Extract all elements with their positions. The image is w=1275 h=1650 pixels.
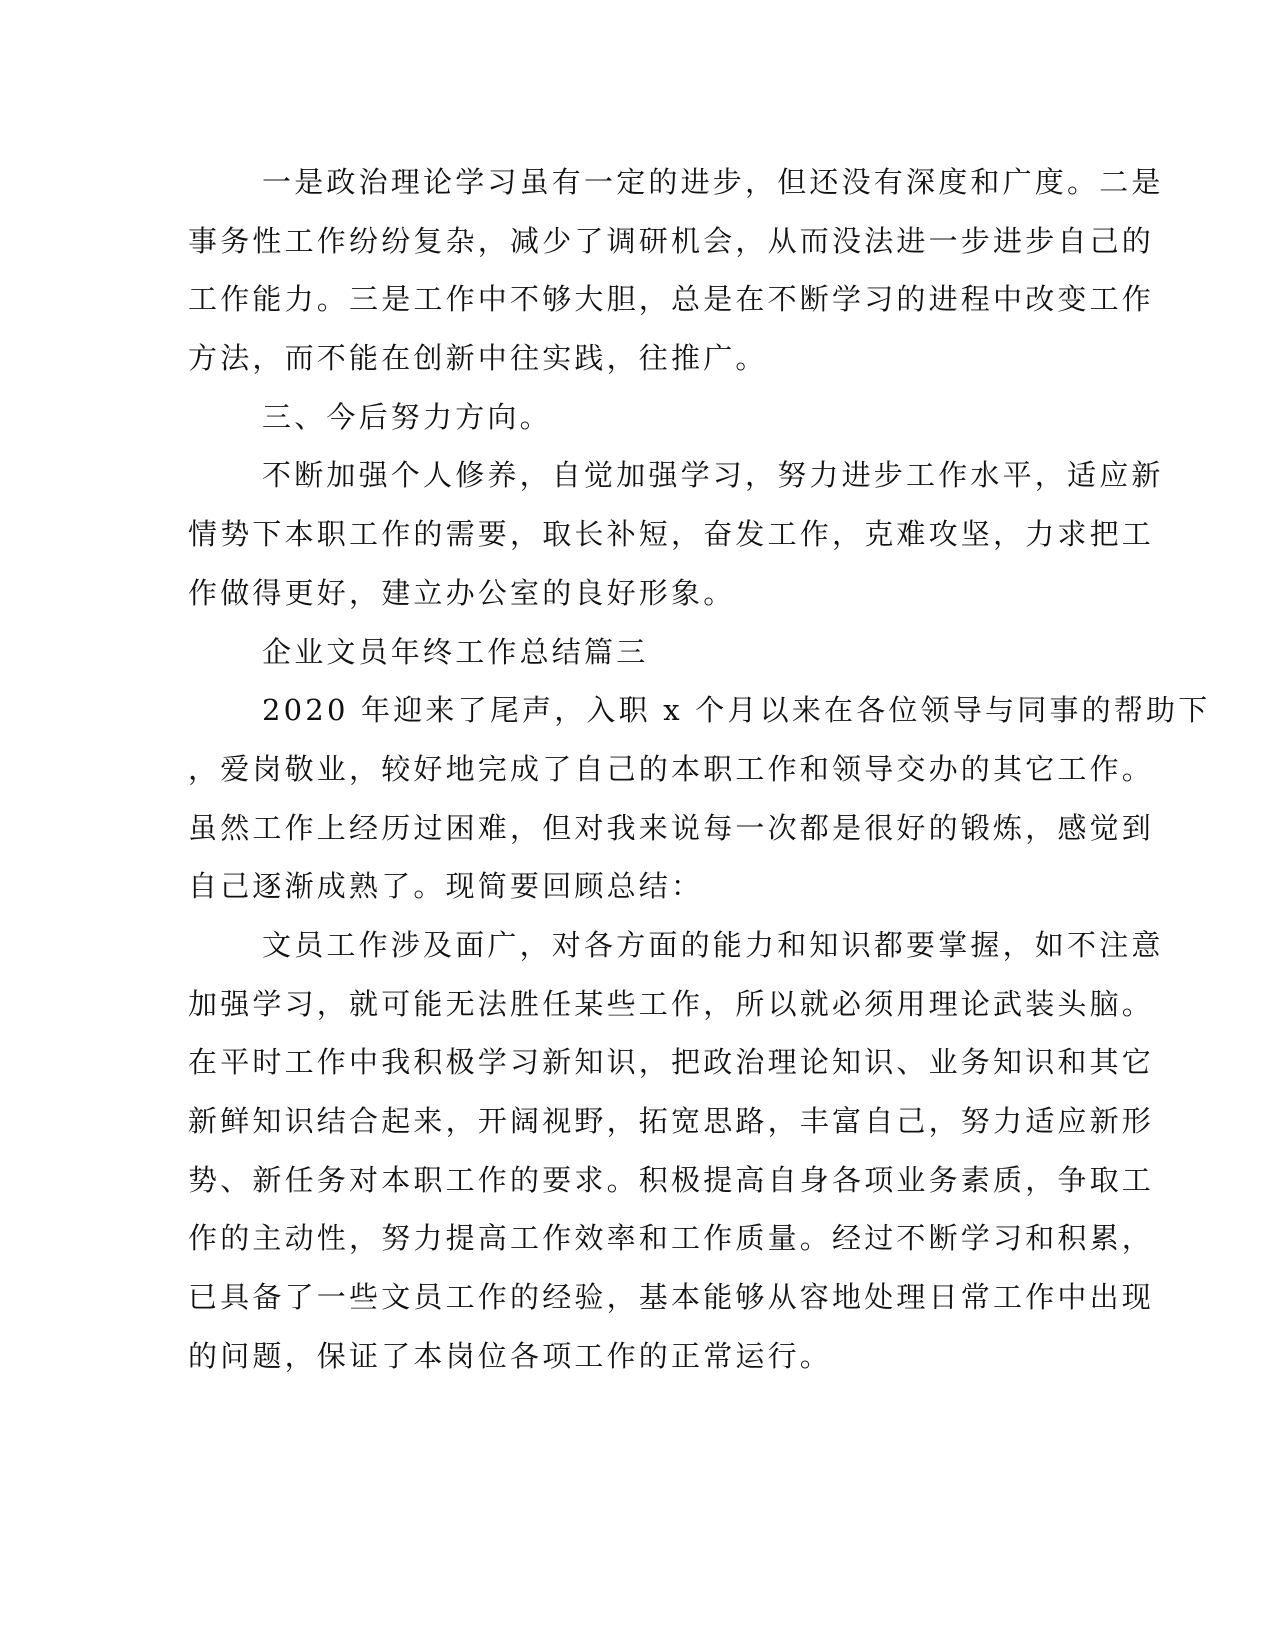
text-line: 自己逐渐成熟了。现简要回顾总结： (188, 869, 704, 903)
text-line: 方法，而不能在创新中往实践，往推广。 (188, 341, 768, 375)
text-line: 已具备了一些文员工作的经验，基本能够从容地处理日常工作中出现 (188, 1280, 1155, 1314)
text-line: 加强学习，就可能无法胜任某些工作，所以就必须用理论武装头脑。 (188, 987, 1155, 1021)
text-line: 不断加强个人修养，自觉加强学习，努力进步工作水平，适应新 (262, 458, 1164, 492)
section-heading: 三、今后努力方向。 (262, 400, 552, 434)
text-line: 作做得更好，建立办公室的良好形象。 (188, 576, 736, 610)
text-line: 的问题，保证了本岗位各项工作的正常运行。 (188, 1339, 833, 1373)
chapter-title: 企业文员年终工作总结篇三 (262, 635, 649, 669)
text-line: 作的主动性，努力提高工作效率和工作质量。经过不断学习和积累， (188, 1221, 1155, 1255)
text-line: ，爱岗敬业，较好地完成了自己的本职工作和领导交办的其它工作。 (188, 752, 1155, 786)
text-line: 在平时工作中我积极学习新知识，把政治理论知识、业务知识和其它 (188, 1045, 1155, 1079)
text-line: 事务性工作纷纷复杂，减少了调研机会，从而没法进一步进步自己的 (188, 224, 1155, 258)
text-line: 文员工作涉及面广，对各方面的能力和知识都要掌握，如不注意 (262, 928, 1164, 962)
text-line: 新鲜知识结合起来，开阔视野，拓宽思路，丰富自己，努力适应新形 (188, 1104, 1155, 1138)
text-line: 工作能力。三是工作中不够大胆，总是在不断学习的进程中改变工作 (188, 282, 1155, 316)
text-line: 一是政治理论学习虽有一定的进步，但还没有深度和广度。二是 (262, 165, 1164, 199)
text-line: 情势下本职工作的需要，取长补短，奋发工作，克难攻坚，力求把工 (188, 517, 1155, 551)
text-line: 虽然工作上经历过困难，但对我来说每一次都是很好的锻炼，感觉到 (188, 811, 1155, 845)
text-line: 势、新任务对本职工作的要求。积极提高自身各项业务素质，争取工 (188, 1163, 1155, 1197)
text-line: 2020 年迎来了尾声，入职 x 个月以来在各位领导与同事的帮助下 (262, 693, 1211, 727)
